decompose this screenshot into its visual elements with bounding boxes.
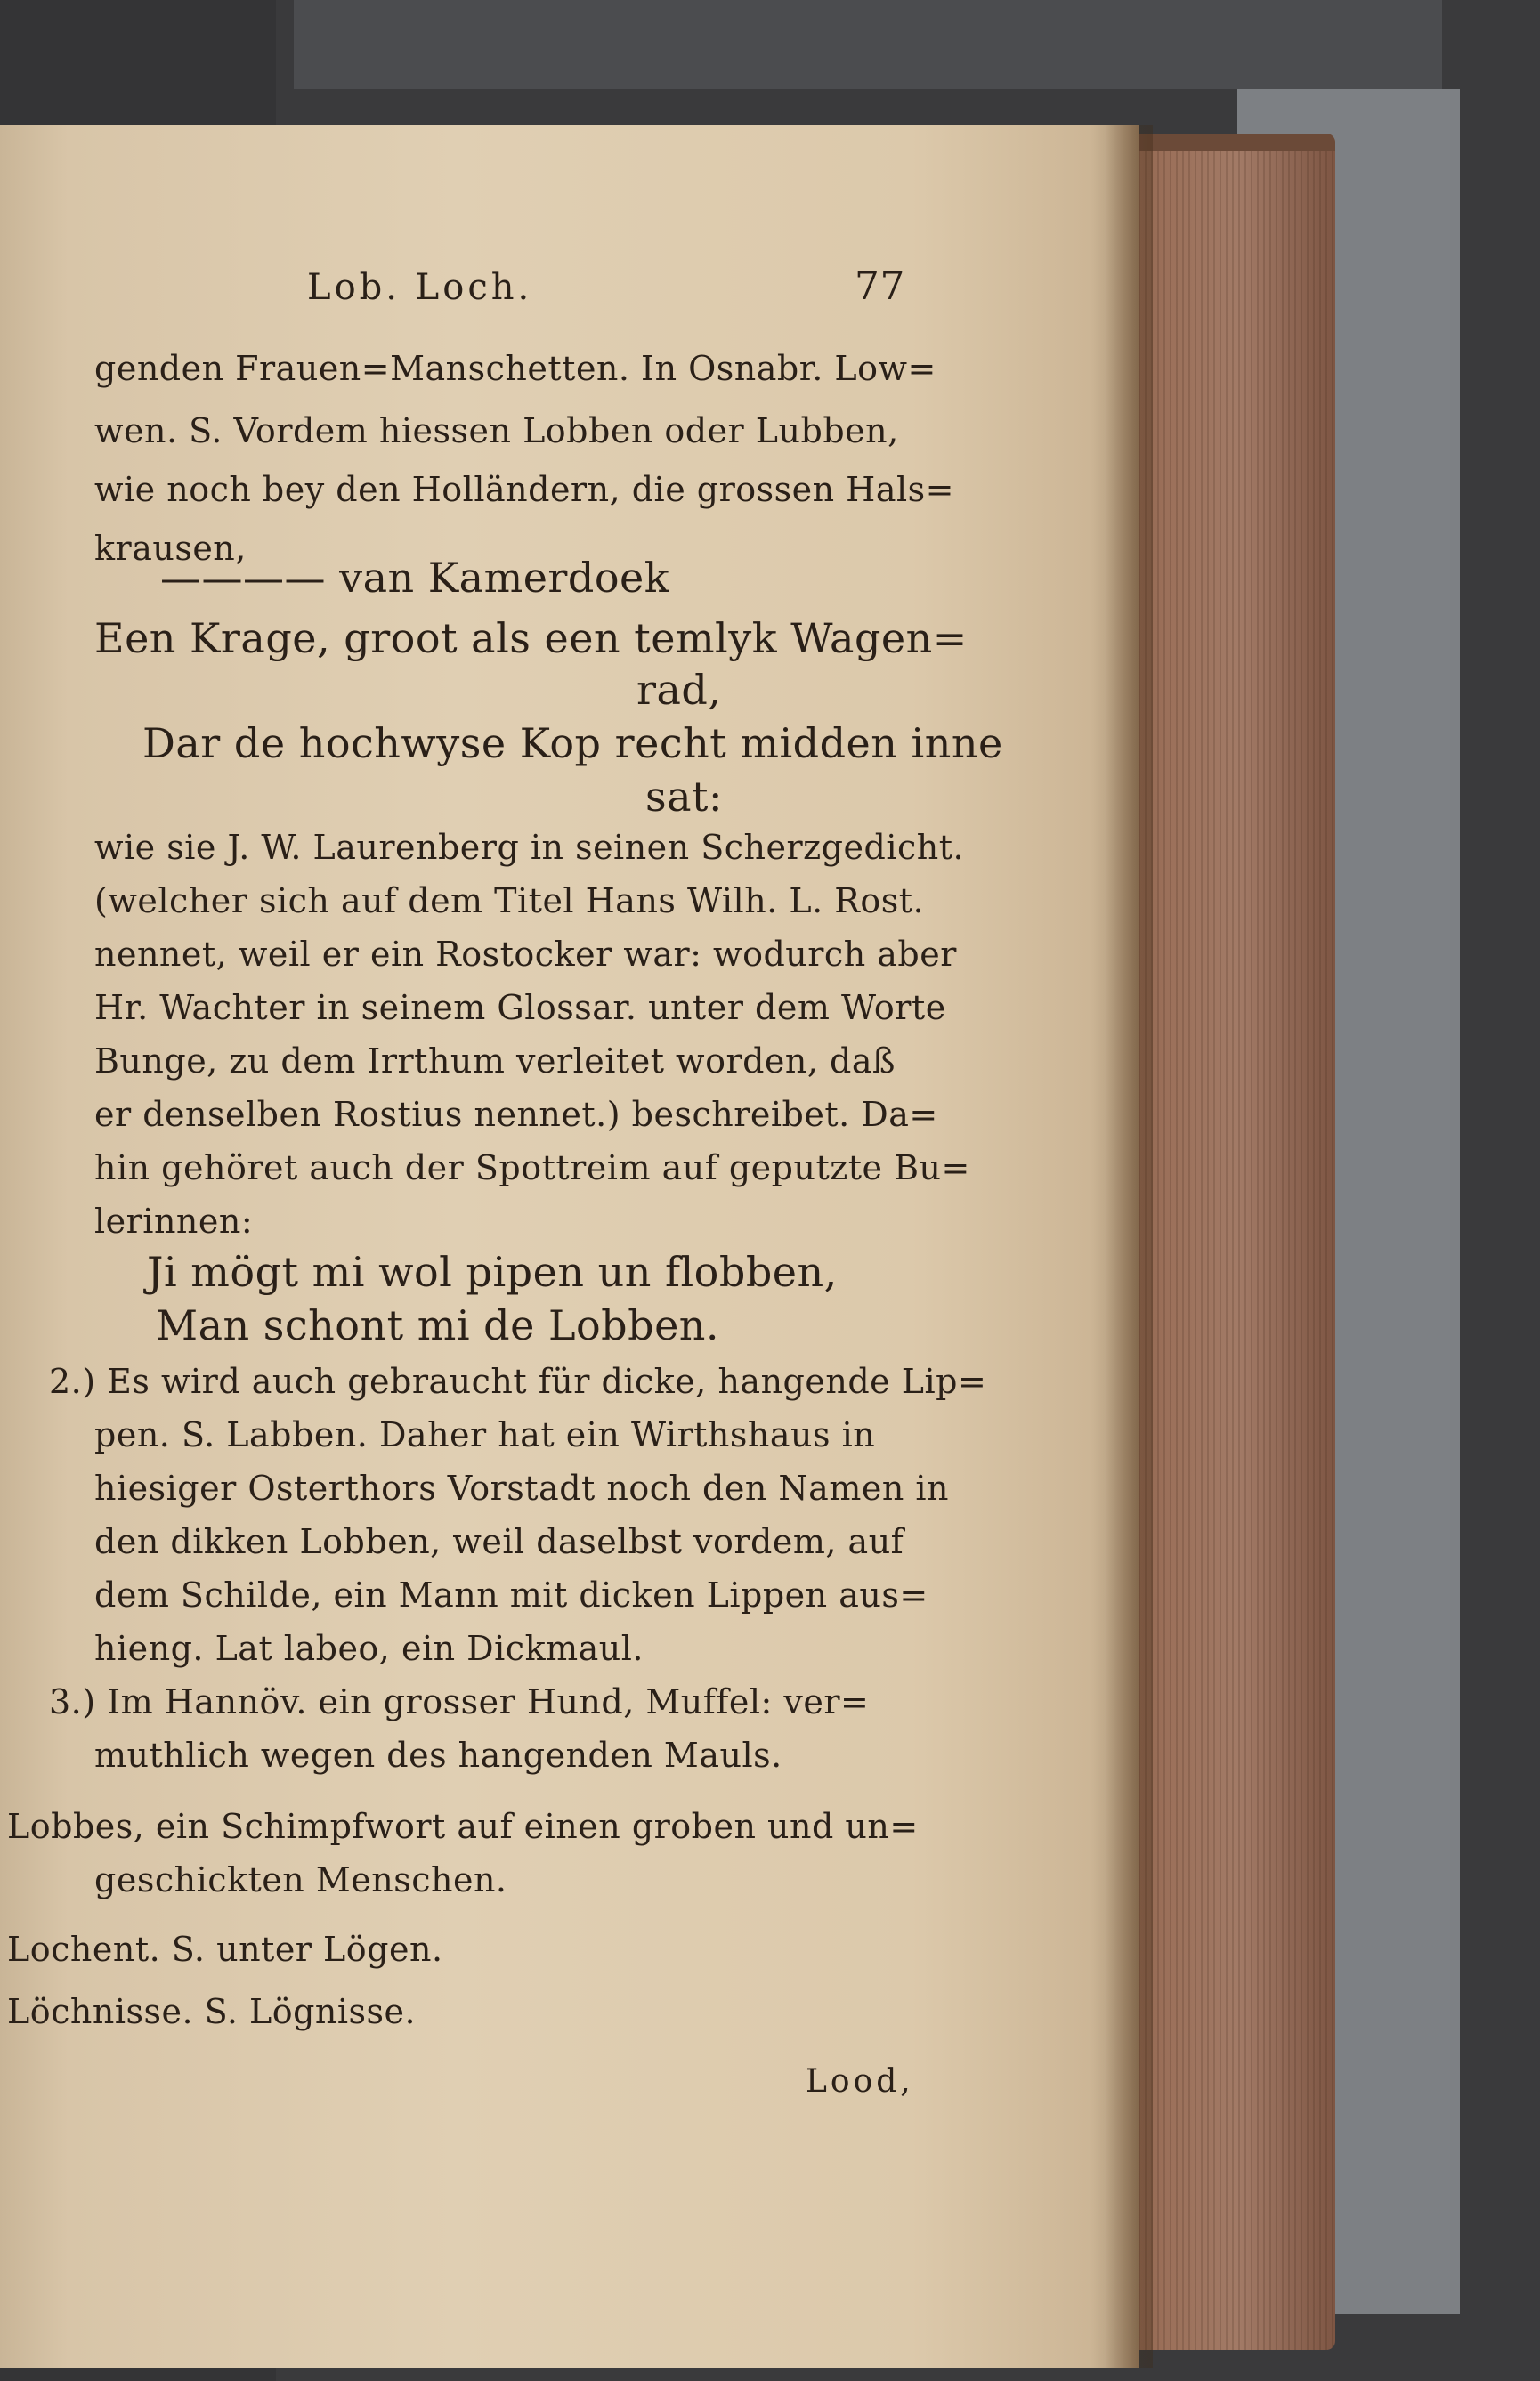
text-line: krausen,: [94, 529, 247, 568]
entry-line: Löchnisse. S. Lögnisse.: [7, 1992, 417, 2031]
text-line: wie sie J. W. Laurenberg in seinen Scherzgedicht.: [94, 828, 965, 867]
text-line: lerinnen:: [94, 1202, 254, 1241]
verse-line: sat:: [645, 773, 724, 821]
verse-line: Een Krage, groot als een temlyk Wagen=: [94, 614, 968, 662]
text-line: hieng. Lat labeo, ein Dickmaul.: [94, 1629, 644, 1668]
text-line: hin gehöret auch der Spottreim auf geputzte Bu=: [94, 1148, 970, 1187]
verse-line: Ji mögt mi wol pipen un flobben,: [147, 1248, 838, 1296]
text-line: er denselben Rostius nennet.) beschreibet. Da=: [94, 1095, 938, 1134]
page-number: 77: [855, 263, 905, 309]
text-line: 2.) Es wird auch gebraucht für dicke, hangende Lip=: [49, 1362, 987, 1401]
text-line: hiesiger Osterthors Vorstadt noch den Namen in: [94, 1469, 950, 1508]
text-line: dem Schilde, ein Mann mit dicken Lippen aus=: [94, 1575, 928, 1615]
text-line: genden Frauen=Manschetten. In Osnabr. Low=: [94, 349, 936, 388]
running-title: Lob. Loch.: [307, 267, 533, 308]
text-line: pen. S. Labben. Daher hat ein Wirthshaus in: [94, 1415, 876, 1454]
entry-line: Lobbes, ein Schimpfwort auf einen groben und un=: [7, 1807, 919, 1846]
verse-line: ———— van Kamerdoek: [160, 554, 670, 602]
catchword: Lood,: [806, 2063, 914, 2100]
text-line: nennet, weil er ein Rostocker war: wodurch aber: [94, 935, 957, 974]
text-line: (welcher sich auf dem Titel Hans Wilh. L. Rost.: [94, 881, 925, 920]
text-line: wie noch bey den Holländern, die grossen Hals=: [94, 470, 954, 509]
text-line: geschickten Menschen.: [94, 1860, 507, 1899]
text-line: Hr. Wachter in seinem Glossar. unter dem Worte: [94, 988, 946, 1027]
verse-line: Man schont mi de Lobben.: [156, 1301, 720, 1349]
entry-line: Lochent. S. unter Lögen.: [7, 1930, 443, 1969]
verse-line: rad,: [636, 666, 722, 714]
text-line: muthlich wegen des hangenden Mauls.: [94, 1736, 782, 1775]
verse-line: Dar de hochwyse Kop recht midden inne: [142, 719, 1003, 767]
text-line: wen. S. Vordem hiessen Lobben oder Lubben,: [94, 411, 899, 450]
text-line: 3.) Im Hannöv. ein grosser Hund, Muffel: ver=: [49, 1682, 870, 1721]
text-line: Bunge, zu dem Irrthum verleitet worden, daß: [94, 1041, 896, 1081]
text-line: den dikken Lobben, weil daselbst vordem, auf: [94, 1522, 904, 1561]
